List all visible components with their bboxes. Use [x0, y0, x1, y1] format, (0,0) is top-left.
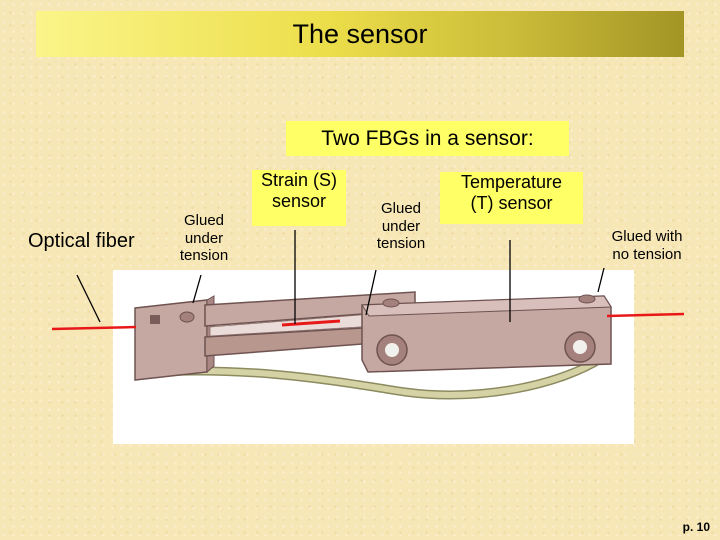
label-temperature-sensor: Temperature (T) sensor [440, 172, 583, 224]
sensor-left-block [135, 300, 207, 380]
page-number: p. 10 [682, 520, 710, 534]
label-glued-under-tension-left: Glued under tension [179, 212, 229, 265]
pointer-optical-fiber [77, 275, 100, 322]
label-strain-sensor: Strain (S) sensor [252, 170, 346, 226]
label-optical-fiber: Optical fiber [28, 230, 135, 252]
slide-title: The sensor [292, 18, 428, 49]
label-glued-under-tension-mid: Glued under tension [376, 200, 426, 253]
label-glued-no-tension: Glued with no tension [611, 228, 683, 263]
slide-subtitle: Two FBGs in a sensor: [286, 121, 569, 156]
